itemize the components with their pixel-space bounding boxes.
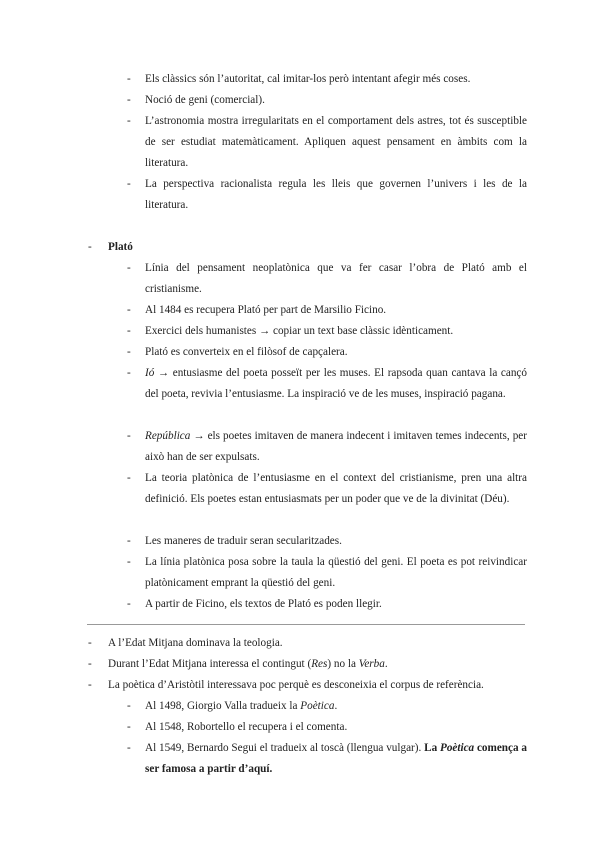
list-item-text: Al 1498, Giorgio Valla tradueix la Poètica.	[145, 700, 338, 712]
list-item-text: Plató es converteix en el filòsof de capçalera.	[145, 346, 348, 358]
bullet-dash: -	[127, 262, 131, 274]
bullet-dash: -	[127, 472, 131, 484]
bullet-dash: -	[88, 658, 92, 670]
bullet-dash: -	[127, 742, 131, 754]
list-item	[127, 69, 527, 90]
list-item	[88, 675, 528, 696]
list-item	[127, 468, 527, 510]
list-item-text: L’astronomia mostra irregularitats en el comportament dels astres, tot és susceptible de ser estudiat matemàticament. Apliquen aquest pensament en àmbits com la literatura.	[145, 115, 527, 169]
list-item	[127, 300, 527, 321]
list-item-text: Al 1548, Robortello el recupera i el comenta.	[145, 721, 348, 733]
list-item-text: La línia platònica posa sobre la taula la qüestió del geni. El poeta es pot reivindicar platònicament emprant la qüestió del geni.	[145, 556, 527, 589]
list-item	[127, 363, 527, 405]
list-item	[127, 342, 527, 363]
list-item-text: Durant l’Edat Mitjana interessa el contingut (Res) no la Verba.	[108, 658, 388, 670]
sub-list-item	[127, 738, 527, 780]
list-item-text: Al 1484 es recupera Plató per part de Marsilio Ficino.	[145, 304, 387, 316]
bullet-dash: -	[127, 535, 131, 547]
bullet-dash: -	[127, 367, 131, 379]
bold-text: La Poètica comença a ser famosa a partir d’aquí.	[145, 742, 527, 775]
bullet-dash: -	[127, 700, 131, 712]
bullet-dash: -	[127, 73, 131, 85]
list-item	[127, 594, 527, 615]
list-item-text: Línia del pensament neoplatònica que va fer casar l’obra de Plató amb el cristianisme.	[145, 262, 527, 295]
bullet-dash: -	[127, 556, 131, 568]
list-item-text: La teoria platònica de l’entusiasme en el context del cristianisme, pren una altra definició. Els poetes estan entusiasmats per un poder que ve de la divinitat (Déu).	[145, 472, 527, 505]
list-item-text: Ió → entusiasme del poeta posseït per les muses. El rapsoda quan cantava la cançó del poeta, revivia l’entusiasme. La inspiració ve de les muses, inspiració pagana.	[145, 367, 527, 400]
italic-title: Poètica	[300, 700, 335, 712]
bullet-dash: -	[88, 679, 92, 691]
bullet-dash: -	[88, 637, 92, 649]
sub-list-item	[127, 696, 527, 717]
section-heading	[88, 237, 528, 258]
list-item-text: Els clàssics són l’autoritat, cal imitar-los però intentant afegir més coses.	[145, 73, 471, 85]
bullet-dash: -	[127, 94, 131, 106]
list-item-text: A partir de Ficino, els textos de Plató es poden llegir.	[145, 598, 382, 610]
heading-plato: Plató	[108, 241, 133, 253]
bullet-dash: -	[127, 115, 131, 127]
list-item	[127, 90, 527, 111]
list-item-text: La perspectiva racionalista regula les lleis que governen l’univers i les de la literatura.	[145, 178, 527, 211]
bullet-dash: -	[127, 346, 131, 358]
italic-term: Verba	[358, 658, 385, 670]
list-item-text: Exercici dels humanistes → copiar un text base clàssic idènticament.	[145, 325, 454, 337]
bullet-dash: -	[127, 178, 131, 190]
list-item-text: A l’Edat Mitjana dominava la teologia.	[108, 637, 283, 649]
bullet-dash: -	[127, 430, 131, 442]
list-item-text: República → els poetes imitaven de manera indecent i imitaven temes indecents, per això han de ser expulsats.	[145, 430, 527, 463]
list-item	[127, 174, 527, 216]
list-item	[127, 321, 527, 342]
sub-list-item	[127, 717, 527, 738]
list-item-text: La poètica d’Aristòtil interessava poc perquè es desconeixia el corpus de referència.	[108, 679, 484, 691]
list-item-text: Al 1549, Bernardo Segui el tradueix al toscà (llengua vulgar). La Poètica comença a ser famosa a partir d’aquí.	[145, 742, 527, 775]
list-item	[127, 258, 527, 300]
list-item-text: Les maneres de traduir seran secularitzades.	[145, 535, 342, 547]
italic-title: República	[145, 430, 191, 442]
list-item-text: Noció de geni (comercial).	[145, 94, 265, 106]
divider	[87, 624, 525, 625]
bullet-dash: -	[127, 598, 131, 610]
bullet-dash: -	[127, 325, 131, 337]
list-item	[88, 633, 528, 654]
list-item	[127, 552, 527, 594]
italic-term: Res	[311, 658, 328, 670]
italic-title: Poètica	[439, 742, 475, 754]
list-item	[127, 426, 527, 468]
bullet-dash: -	[127, 304, 131, 316]
list-item	[127, 531, 527, 552]
bullet-dash: -	[127, 721, 131, 733]
list-item	[88, 654, 528, 675]
italic-title: Ió	[145, 367, 155, 379]
list-item	[127, 111, 527, 174]
bullet-dash: -	[88, 241, 92, 253]
